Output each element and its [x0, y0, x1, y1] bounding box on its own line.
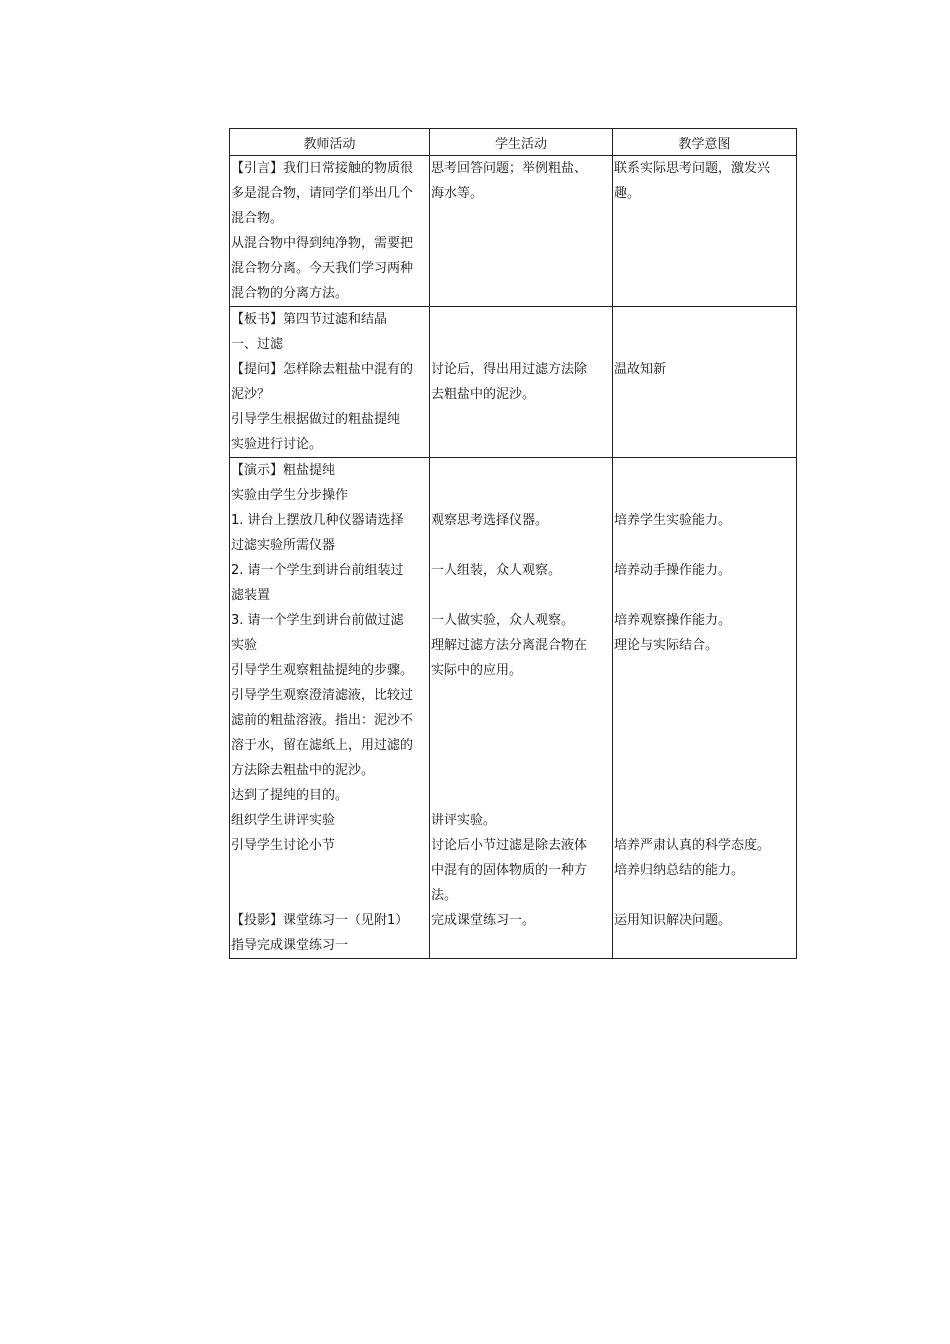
cell-text-line: 过滤实验所需仪器 [231, 538, 336, 553]
cell-text-line: 中混有的固体物质的一种方 [431, 863, 588, 878]
cell-text-line: 讲评实验。 [431, 813, 497, 828]
cell-text-line [614, 458, 795, 483]
cell-text-line: 达到了提纯的目的。 [231, 788, 349, 803]
cell-text-line: 1. 讲台上摆放几种仪器请选择 [231, 513, 404, 528]
cell-text-line: 【板书】第四节过滤和结晶 [231, 312, 388, 327]
cell-text-line: 泥沙？ [231, 387, 271, 402]
cell-text-line: 组织学生讲评实验 [231, 813, 336, 828]
cell-text-line: 溶于水，留在滤纸上，用过滤的 [231, 738, 414, 753]
cell-text-line: 培养归纳总结的能力。 [614, 863, 745, 878]
cell-text-line: 从混合物中得到纯净物，需要把 [231, 236, 414, 251]
cell-text-line: 一、过滤 [231, 337, 284, 352]
cell-text-line: 温故知新 [614, 362, 667, 377]
student-activity-cell [430, 458, 613, 959]
header-teacher-activity: 教师活动 [230, 129, 430, 156]
cell-text-line: 滤装置 [231, 588, 271, 603]
cell-text-line: 趣。 [614, 186, 641, 201]
cell-text-line [614, 883, 795, 908]
cell-text-line: 一人组装，众人观察。 [431, 563, 562, 578]
cell-text-line: 混合物分离。今天我们学习两种 [231, 261, 414, 276]
cell-text-line: 指导完成课堂练习一 [231, 938, 349, 953]
cell-text-line: 实验进行讨论。 [231, 437, 323, 452]
cell-text-line [614, 733, 795, 758]
cell-text-line [614, 783, 795, 808]
table-row [230, 156, 797, 307]
cell-text-line: 完成课堂练习一。 [431, 913, 536, 928]
cell-text-line: 3. 请一个学生到讲台前做过滤 [231, 613, 404, 628]
cell-text-line [614, 483, 795, 508]
teacher-activity-cell [230, 458, 430, 959]
cell-text-line [431, 708, 611, 733]
cell-text-line: 思考回答问题；举例粗盐、 [431, 161, 588, 176]
teaching-intent-cell [613, 458, 797, 959]
cell-text-line [614, 808, 795, 833]
cell-text-line: 联系实际思考问题，激发兴 [614, 161, 771, 176]
cell-text-line [431, 783, 611, 808]
cell-text-line: 引导学生根据做过的粗盐提纯 [231, 412, 401, 427]
cell-text-line [431, 307, 611, 332]
cell-text-line [231, 858, 428, 883]
cell-text-line [614, 533, 795, 558]
teacher-activity-cell [230, 156, 430, 307]
cell-text-line [431, 332, 611, 357]
table-row [230, 458, 797, 959]
cell-text-line: 引导学生观察澄清滤液，比较过 [231, 688, 414, 703]
cell-text-line [431, 483, 611, 508]
cell-text-line: 实验 [231, 638, 258, 653]
cell-text-line: 混合物。 [231, 211, 284, 226]
cell-text-line: 【提问】怎样除去粗盐中混有的 [231, 362, 414, 377]
student-activity-cell [430, 156, 613, 307]
cell-text-line: 混合物的分离方法。 [231, 286, 349, 301]
cell-text-line: 培养动手操作能力。 [614, 563, 732, 578]
header-student-activity: 学生活动 [430, 129, 613, 156]
cell-text-line: 2. 请一个学生到讲台前组装过 [231, 563, 404, 578]
cell-text-line: 引导学生讨论小节 [231, 838, 336, 853]
teaching-intent-cell [613, 156, 797, 307]
cell-text-line [614, 307, 795, 332]
table-row [230, 307, 797, 458]
teaching-intent-cell [613, 307, 797, 458]
cell-text-line: 引导学生观察粗盐提纯的步骤。 [231, 663, 414, 678]
cell-text-line: 讨论后小节过滤是除去液体 [431, 838, 588, 853]
cell-text-line [431, 533, 611, 558]
cell-text-line: 理解过滤方法分离混合物在 [431, 638, 588, 653]
cell-text-line: 海水等。 [431, 186, 484, 201]
cell-text-line: 滤前的粗盐溶液。指出：泥沙不 [231, 713, 414, 728]
lesson-plan-table [229, 128, 797, 959]
cell-text-line: 培养严肃认真的科学态度。 [614, 838, 771, 853]
cell-text-line: 【演示】粗盐提纯 [231, 463, 336, 478]
teacher-activity-cell [230, 307, 430, 458]
cell-text-line [614, 758, 795, 783]
cell-text-line [614, 658, 795, 683]
table-body [230, 156, 797, 959]
cell-text-line [614, 332, 795, 357]
cell-text-line: 培养观察操作能力。 [614, 613, 732, 628]
cell-text-line [614, 708, 795, 733]
student-activity-cell [430, 307, 613, 458]
cell-text-line: 理论与实际结合。 [614, 638, 719, 653]
cell-text-line: 多是混合物，请同学们举出几个 [231, 186, 414, 201]
cell-text-line: 实际中的应用。 [431, 663, 523, 678]
cell-text-line [614, 583, 795, 608]
cell-text-line [431, 683, 611, 708]
cell-text-line: 去粗盐中的泥沙。 [431, 387, 536, 402]
cell-text-line: 一人做实验，众人观察。 [431, 613, 575, 628]
cell-text-line: 【投影】课堂练习一（见附1） [231, 913, 409, 928]
cell-text-line: 讨论后，得出用过滤方法除 [431, 362, 588, 377]
cell-text-line: 培养学生实验能力。 [614, 513, 732, 528]
table-header-row [230, 129, 797, 156]
cell-text-line: 运用知识解决问题。 [614, 913, 732, 928]
cell-text-line [614, 683, 795, 708]
cell-text-line [431, 458, 611, 483]
header-teaching-intent: 教学意图 [613, 129, 797, 156]
cell-text-line [231, 883, 428, 908]
cell-text-line: 实验由学生分步操作 [231, 488, 349, 503]
cell-text-line [431, 733, 611, 758]
cell-text-line: 【引言】我们日常接触的物质很 [231, 161, 414, 176]
cell-text-line [431, 758, 611, 783]
cell-text-line: 法。 [431, 888, 458, 903]
cell-text-line: 观察思考选择仪器。 [431, 513, 549, 528]
cell-text-line: 方法除去粗盐中的泥沙。 [231, 763, 375, 778]
cell-text-line [431, 583, 611, 608]
